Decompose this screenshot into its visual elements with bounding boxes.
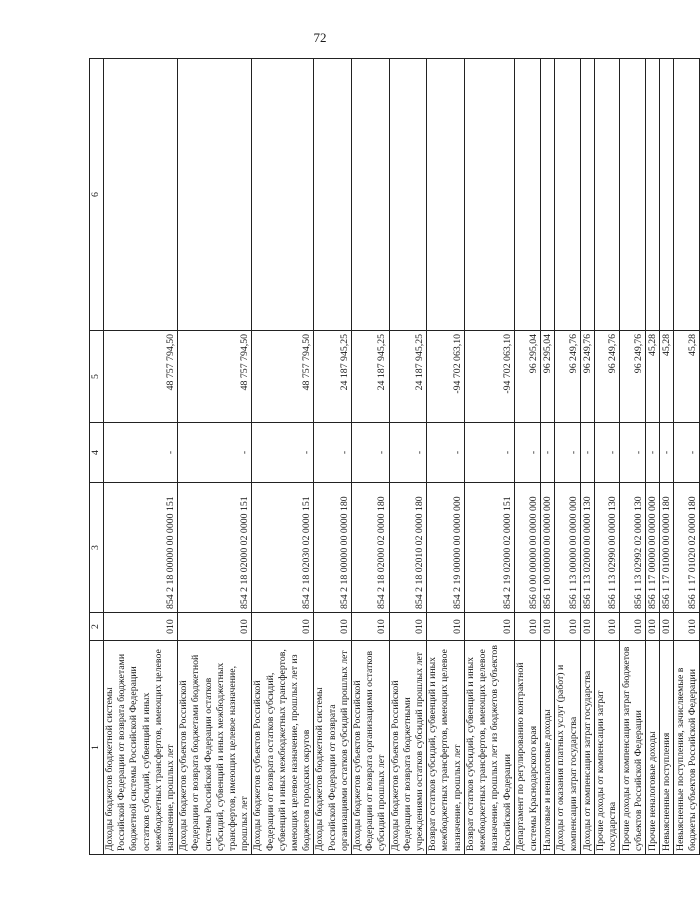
row-kbk-cell: 854 2 19 02000 02 0000 151 (464, 483, 514, 613)
row-code-cell: 010 (674, 613, 700, 641)
row-col4-cell: - (514, 423, 540, 483)
row-col4-cell: - (594, 423, 619, 483)
row-col4-cell: - (427, 423, 465, 483)
row-code-cell: 010 (594, 613, 619, 641)
row-col4-cell: - (104, 423, 178, 483)
table-row (646, 59, 660, 855)
table-row (594, 59, 619, 855)
row-col4-cell: - (352, 423, 390, 483)
page-number: 72 (313, 30, 327, 45)
row-code-cell: 010 (314, 613, 352, 641)
row-amount-cell: -94 702 063,10 (427, 331, 465, 423)
row-name-cell: Прочие доходы от компенсации затрат государства (594, 641, 619, 855)
row-amount-cell: 48 757 794,50 (104, 331, 178, 423)
table-row (352, 59, 390, 855)
header-cell: 2 (90, 613, 104, 641)
row-name-cell: Доходы бюджетов бюджетной системы Российской Федерации от возврата бюджетами бюджетной системы Российской Федерации остатков субсидий, субвенций и иных межбюджетных трансфертов, имеющих целевое назначение, прошлых лет (104, 641, 178, 855)
header-cell: 1 (90, 641, 104, 855)
row-name-cell: Департамент по регулированию контрактной системы Краснодарского края (514, 641, 540, 855)
row-col4-cell: - (540, 423, 554, 483)
table-row (427, 59, 465, 855)
row-code-cell: 010 (389, 613, 427, 641)
row-amount-cell: 24 187 945,25 (314, 331, 352, 423)
row-name-cell: Доходы бюджетов субъектов Российской Федерации от возврата бюджетами бюджетной системы Российской Федерации остатков субсидий, субвенций и иных межбюджетных трансфертов, имеющих целевое назначение, прошлых лет (178, 641, 252, 855)
row-kbk-cell: 856 1 17 01020 02 0000 180 (674, 483, 700, 613)
table-row (514, 59, 540, 855)
row-kbk-cell: 856 1 13 00000 00 0000 000 (554, 483, 580, 613)
revenue-table (89, 58, 700, 855)
table-row (464, 59, 514, 855)
row-amount-cell: 48 757 794,50 (252, 331, 314, 423)
row-name-cell: Возврат остатков субсидий, субвенций и иных межбюджетных трансфертов, имеющих целевое назначение, прошлых лет (427, 641, 465, 855)
table-row (104, 59, 178, 855)
row-col6-cell (178, 59, 252, 331)
row-code-cell: 010 (178, 613, 252, 641)
row-kbk-cell: 854 2 18 00000 00 0000 151 (104, 483, 178, 613)
row-kbk-cell: 854 2 18 00000 00 0000 180 (314, 483, 352, 613)
row-kbk-cell: 856 1 00 00000 00 0000 000 (540, 483, 554, 613)
row-amount-cell: 96 249,76 (554, 331, 580, 423)
row-name-cell: Невыясненные поступления (660, 641, 674, 855)
row-kbk-cell: 854 2 18 02000 02 0000 151 (178, 483, 252, 613)
table-row (580, 59, 594, 855)
row-name-cell: Невыясненные поступления, зачисляемые в бюджеты субъектов Российской Федерации (674, 641, 700, 855)
header-cell: 6 (90, 59, 104, 331)
row-amount-cell: 48 757 794,50 (178, 331, 252, 423)
row-name-cell: Доходы бюджетов бюджетной системы Российской Федерации от возврата организациями остатков субсидий прошлых лет (314, 641, 352, 855)
row-code-cell: 010 (554, 613, 580, 641)
table-row (389, 59, 427, 855)
row-col6-cell (674, 59, 700, 331)
row-code-cell: 010 (514, 613, 540, 641)
row-kbk-cell: 856 0 00 00000 00 0000 000 (514, 483, 540, 613)
row-code-cell: 010 (464, 613, 514, 641)
row-name-cell: Доходы бюджетов субъектов Российской Федерации от возврата остатков субсидий, субвенций и иных межбюджетных трансфертов, имеющих целевое назначение, прошлых лет из бюджетов городских округов (252, 641, 314, 855)
row-col6-cell (389, 59, 427, 331)
row-col6-cell (314, 59, 352, 331)
row-code-cell: 010 (352, 613, 390, 641)
row-name-cell: Доходы бюджетов субъектов Российской Федерации от возврата бюджетными учреждениями остатков субсидий прошлых лет (389, 641, 427, 855)
row-kbk-cell: 854 2 19 00000 00 0000 000 (427, 483, 465, 613)
row-kbk-cell: 856 1 13 02992 02 0000 130 (620, 483, 646, 613)
table-row (554, 59, 580, 855)
row-col6-cell (104, 59, 178, 331)
row-name-cell: Доходы от компенсации затрат государства (580, 641, 594, 855)
row-amount-cell: 45,28 (674, 331, 700, 423)
row-kbk-cell: 854 2 18 02000 02 0000 180 (352, 483, 390, 613)
row-amount-cell: 96 295,04 (540, 331, 554, 423)
row-amount-cell: 96 249,76 (594, 331, 619, 423)
row-col6-cell (620, 59, 646, 331)
row-amount-cell: 24 187 945,25 (352, 331, 390, 423)
row-kbk-cell: 854 2 18 02030 02 0000 151 (252, 483, 314, 613)
table-row (620, 59, 646, 855)
row-code-cell: 010 (540, 613, 554, 641)
row-col4-cell: - (580, 423, 594, 483)
row-amount-cell: 24 187 945,25 (389, 331, 427, 423)
row-name-cell: Доходы бюджетов субъектов Российской Федерации от возврата организациями остатков субсидий прошлых лет (352, 641, 390, 855)
header-row (90, 59, 104, 855)
header-cell: 4 (90, 423, 104, 483)
row-col4-cell: - (389, 423, 427, 483)
row-amount-cell: -94 702 063,10 (464, 331, 514, 423)
row-col4-cell: - (660, 423, 674, 483)
row-col6-cell (554, 59, 580, 331)
row-col6-cell (580, 59, 594, 331)
row-amount-cell: 96 249,76 (580, 331, 594, 423)
header-cell: 3 (90, 483, 104, 613)
row-col4-cell: - (314, 423, 352, 483)
row-col6-cell (660, 59, 674, 331)
row-col4-cell: - (646, 423, 660, 483)
row-col6-cell (646, 59, 660, 331)
row-col6-cell (464, 59, 514, 331)
row-kbk-cell: 856 1 17 01000 00 0000 180 (660, 483, 674, 613)
table-row (660, 59, 674, 855)
row-kbk-cell: 856 1 17 00000 00 0000 000 (646, 483, 660, 613)
row-col6-cell (514, 59, 540, 331)
row-col6-cell (540, 59, 554, 331)
row-col4-cell: - (464, 423, 514, 483)
row-col6-cell (594, 59, 619, 331)
row-code-cell: 010 (427, 613, 465, 641)
row-amount-cell: 45,28 (660, 331, 674, 423)
row-code-cell: 010 (252, 613, 314, 641)
row-amount-cell: 96 249,76 (620, 331, 646, 423)
row-col4-cell: - (178, 423, 252, 483)
row-name-cell: Налоговые и неналоговые доходы (540, 641, 554, 855)
rotated-table-container (89, 59, 698, 855)
table-row (252, 59, 314, 855)
row-kbk-cell: 854 2 18 02010 02 0000 180 (389, 483, 427, 613)
row-code-cell: 010 (660, 613, 674, 641)
row-code-cell: 010 (104, 613, 178, 641)
header-cell: 5 (90, 331, 104, 423)
row-col4-cell: - (620, 423, 646, 483)
table-row (674, 59, 700, 855)
table-row (314, 59, 352, 855)
row-amount-cell: 96 295,04 (514, 331, 540, 423)
row-kbk-cell: 856 1 13 02000 00 0000 130 (580, 483, 594, 613)
row-kbk-cell: 856 1 13 02990 00 0000 130 (594, 483, 619, 613)
row-name-cell: Прочие неналоговые доходы (646, 641, 660, 855)
row-name-cell: Прочие доходы от компенсации затрат бюджетов субъектов Российской Федерации (620, 641, 646, 855)
row-code-cell: 010 (646, 613, 660, 641)
row-col4-cell: - (252, 423, 314, 483)
row-amount-cell: 45,28 (646, 331, 660, 423)
row-name-cell: Доходы от оказания платных услуг (работ) и компенсации затрат государства (554, 641, 580, 855)
row-col4-cell: - (674, 423, 700, 483)
table-row (540, 59, 554, 855)
row-col6-cell (252, 59, 314, 331)
table-row (178, 59, 252, 855)
row-col6-cell (352, 59, 390, 331)
row-code-cell: 010 (620, 613, 646, 641)
row-col6-cell (427, 59, 465, 331)
row-code-cell: 010 (580, 613, 594, 641)
row-col4-cell: - (554, 423, 580, 483)
row-name-cell: Возврат остатков субсидий, субвенций и иных межбюджетных трансфертов, имеющих целевое назначение, прошлых лет из бюджетов субъектов Российской Федерации (464, 641, 514, 855)
